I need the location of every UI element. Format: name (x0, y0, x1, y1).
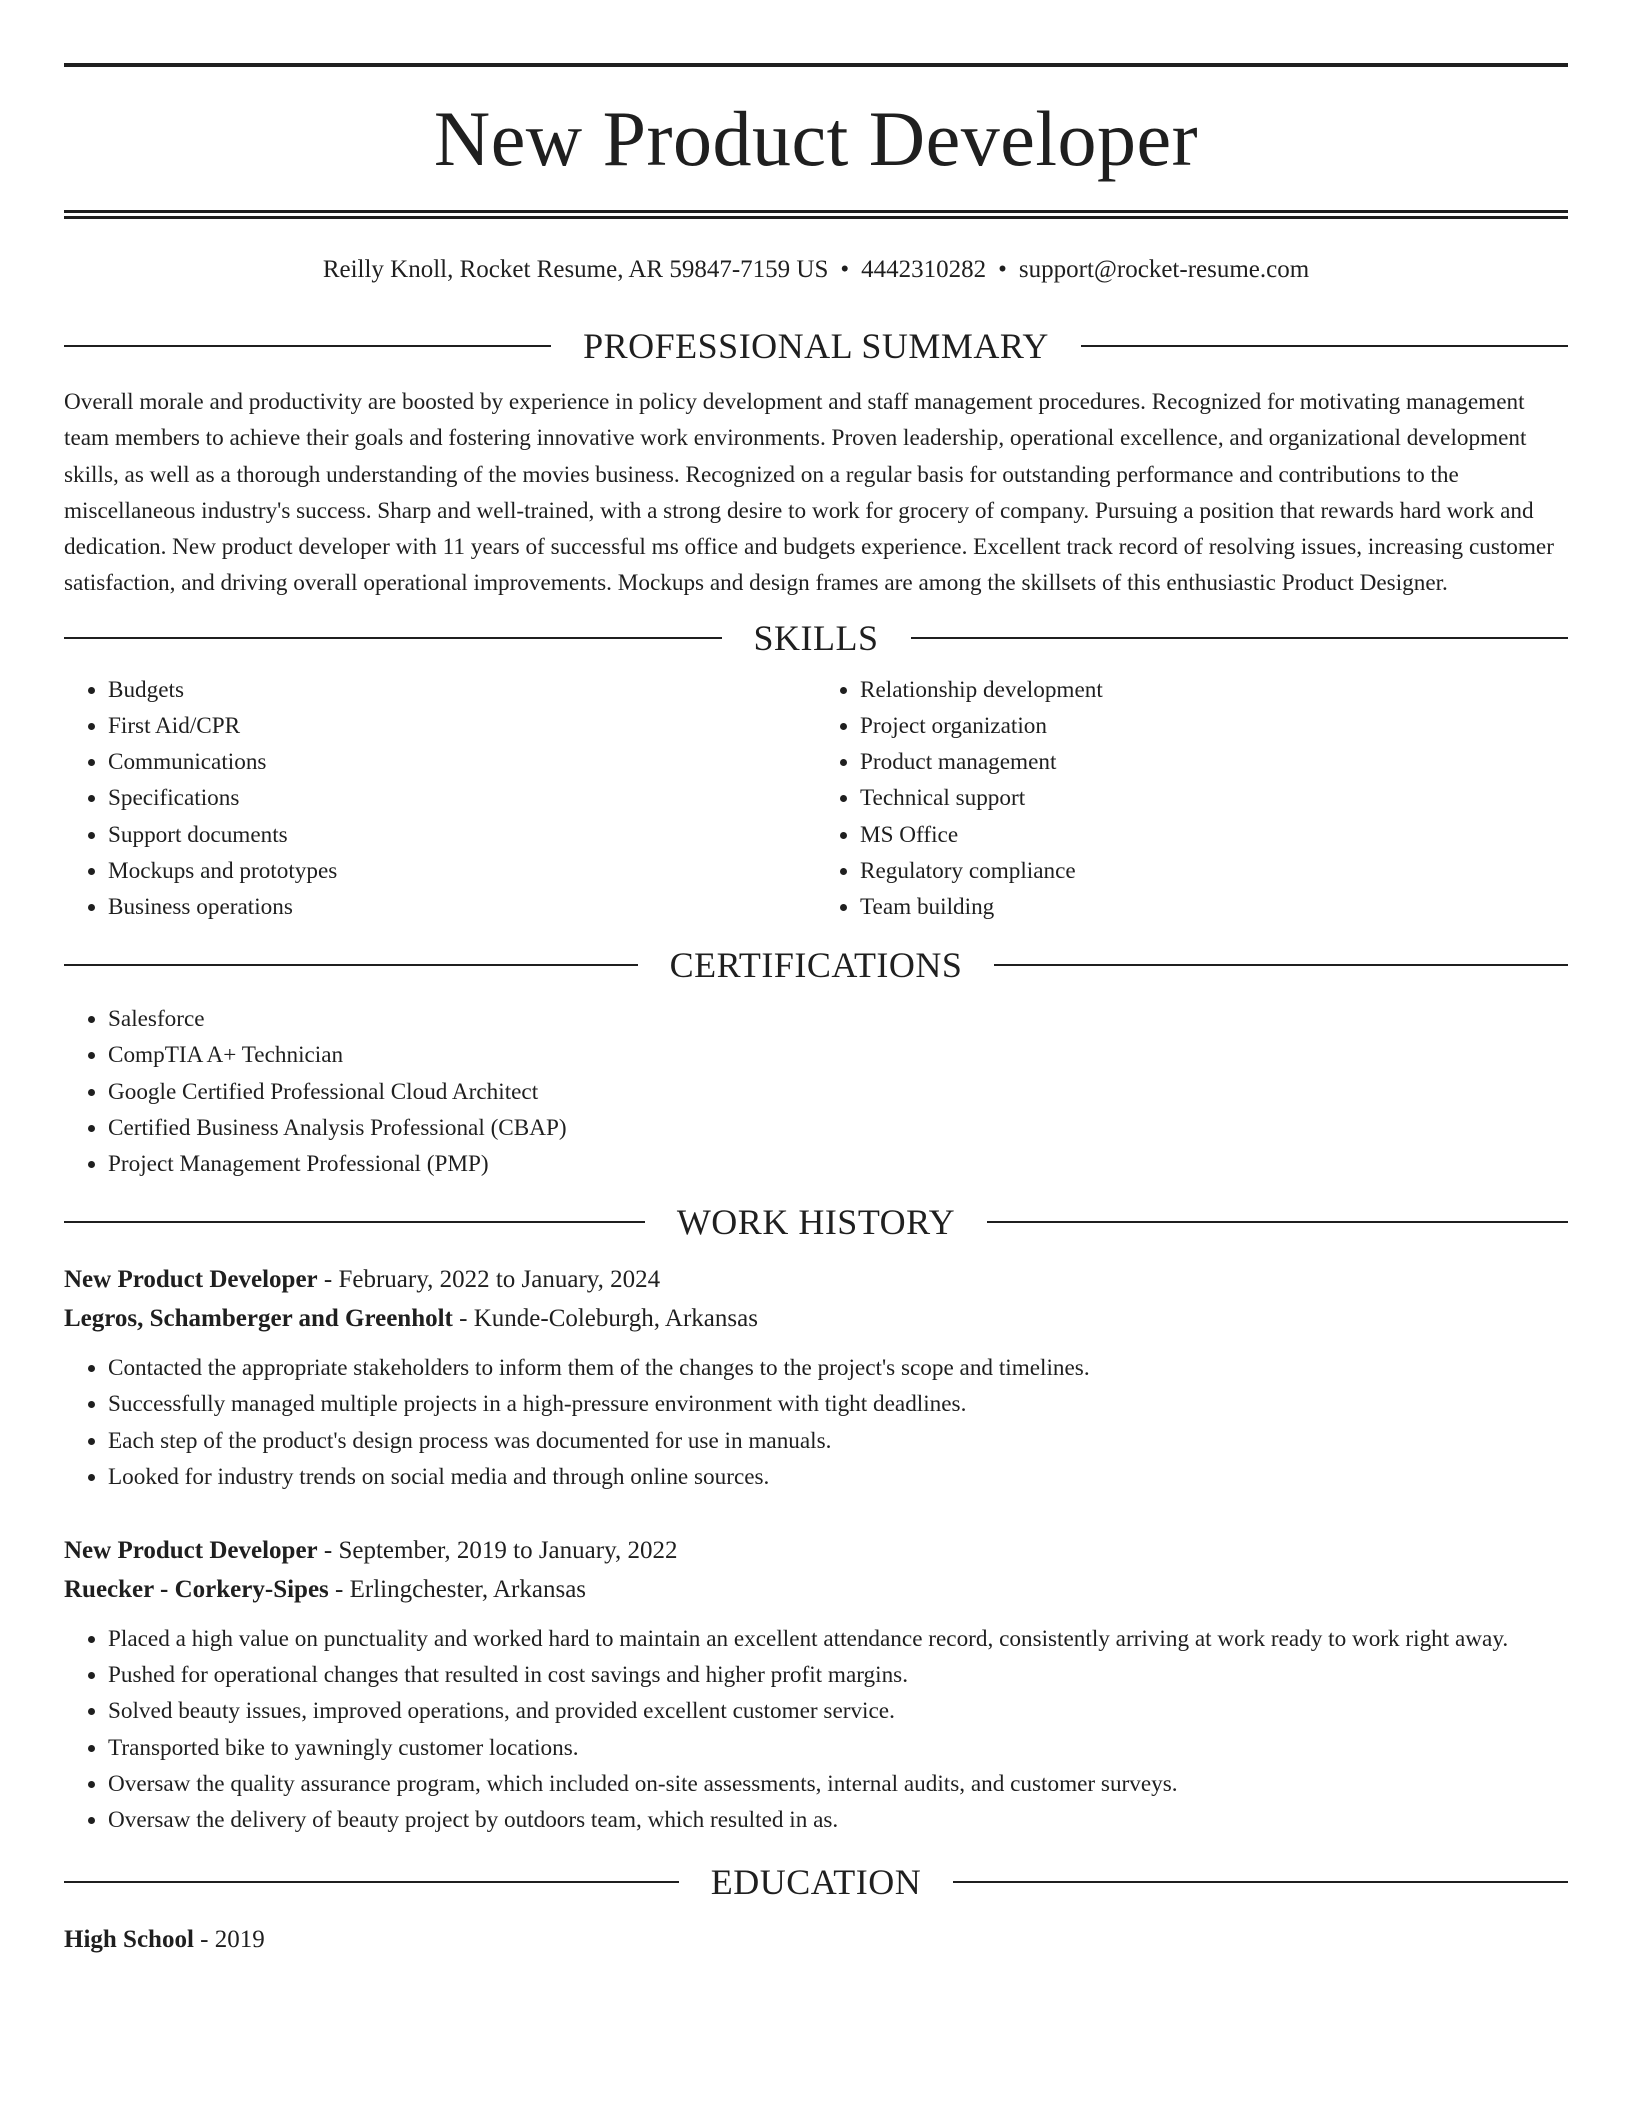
section-title: CERTIFICATIONS (669, 945, 963, 986)
job-title: New Product Developer (64, 1266, 318, 1294)
skill-item: • Regulatory compliance (860, 853, 1568, 889)
education-degree: High School (64, 1926, 194, 1954)
education-year: - 2019 (193, 1926, 265, 1954)
certification-item: • Project Management Professional (PMP) (108, 1146, 1568, 1182)
skill-item: • Specifications (108, 780, 816, 816)
skill-item: • Communications (108, 744, 816, 780)
job-dates: - September, 2019 to January, 2022 (317, 1537, 678, 1565)
job-entry (64, 1531, 1568, 1838)
job-duty: • Successfully managed multiple projects in a high-pressure environment with tight deadlines. (108, 1386, 1568, 1422)
job-location: - Kunde-Coleburgh, Arkansas (452, 1305, 758, 1333)
skills-columns (64, 672, 1568, 925)
skill-item: • Team building (860, 889, 1568, 925)
job-duty: • Placed a high value on punctuality and worked hard to maintain an excellent attendance record, consistently arriving at work ready to work right away. (108, 1621, 1568, 1657)
skill-item: • Technical support (860, 780, 1568, 816)
skill-item: • Relationship development (860, 672, 1568, 708)
job-duty: • Each step of the product's design process was documented for use in manuals. (108, 1423, 1568, 1459)
heading-rule-right (1081, 345, 1568, 347)
contact-line (64, 252, 1568, 288)
skill-item: • Project organization (860, 708, 1568, 744)
contact-separator: • (840, 256, 850, 283)
certifications-list (64, 1001, 1568, 1182)
section-heading-certifications (64, 943, 1568, 987)
section-title: SKILLS (753, 617, 879, 658)
skill-item: • Product management (860, 744, 1568, 780)
heading-rule-right (911, 637, 1569, 639)
heading-rule-left (64, 1221, 645, 1223)
heading-rule-right (994, 964, 1568, 966)
contact-address: Reilly Knoll, Rocket Resume, AR 59847-7159 US (322, 256, 829, 283)
skill-item: • First Aid/CPR (108, 708, 816, 744)
skill-item: • Support documents (108, 817, 816, 853)
section-title: WORK HISTORY (676, 1202, 956, 1243)
contact-separator: • (998, 256, 1007, 283)
job-company: Legros, Schamberger and Greenholt (64, 1305, 453, 1333)
certification-item: • Google Certified Professional Cloud Architect (108, 1074, 1568, 1110)
job-duty: • Oversaw the quality assurance program, which included on-site assessments, internal audits, and customer surveys. (108, 1766, 1568, 1802)
certification-item: • Certified Business Analysis Professional (CBAP) (108, 1110, 1568, 1146)
job-title: New Product Developer (64, 1537, 318, 1565)
skill-item: • MS Office (860, 817, 1568, 853)
heading-rule-left (64, 345, 551, 347)
heading-rule-left (64, 964, 638, 966)
job-company: Ruecker - Corkery-Sipes (64, 1576, 329, 1604)
job-duty: • Transported bike to yawningly customer locations. (108, 1730, 1568, 1766)
contact-phone: 4442310282 (861, 256, 987, 283)
job-company-line (64, 1570, 1568, 1609)
summary-text: Overall morale and productivity are boosted by experience in policy development and staff management procedures. Recognized for motivating management team members to achieve their goals and fostering innovative work environments. Proven leadership, operational excellence, and organizational development skills, as well as a thorough understanding of the movies business. Recognized on a regular basis for outstanding performance and contributions to the miscellaneous industry's success. Sharp and well-trained, with a strong desire to work for grocery of company. Pursuing a position that rewards hard work and dedication. New product developer with 11 years of successful ms office and budgets experience. Excellent track record of resolving issues, increasing customer satisfaction, and driving overall operational improvements. Mockups and design frames are among the skillsets of this enthusiastic Product Designer. (64, 389, 1554, 597)
section-heading-summary (64, 324, 1568, 368)
job-duties-list (64, 1621, 1568, 1838)
resume-page (64, 0, 1568, 1959)
job-duty: • Pushed for operational changes that resulted in cost savings and higher profit margins. (108, 1657, 1568, 1693)
section-title: EDUCATION (710, 1862, 922, 1903)
job-entry (64, 1260, 1568, 1495)
job-location: - Erlingchester, Arkansas (328, 1576, 587, 1604)
job-duty: • Solved beauty issues, improved operations, and provided excellent customer service. (108, 1693, 1568, 1729)
heading-rule-left (64, 637, 722, 639)
job-duty: • Looked for industry trends on social media and through online sources. (108, 1459, 1568, 1495)
section-heading-education (64, 1860, 1568, 1904)
job-dates: - February, 2022 to January, 2024 (317, 1266, 661, 1294)
job-title-line (64, 1260, 1568, 1299)
skills-list-left (64, 672, 816, 925)
page-title: New Product Developer (433, 95, 1199, 182)
job-duty: • Contacted the appropriate stakeholders to inform them of the changes to the project's scope and timelines. (108, 1350, 1568, 1386)
certification-item: • Salesforce (108, 1001, 1568, 1037)
job-duties-list (64, 1350, 1568, 1495)
section-heading-skills (64, 616, 1568, 660)
title-double-rule (64, 210, 1568, 219)
heading-rule-right (953, 1881, 1568, 1883)
education-entry (64, 1920, 1568, 1959)
job-company-line (64, 1299, 1568, 1338)
skill-item: • Business operations (108, 889, 816, 925)
skills-list-right (816, 672, 1568, 925)
section-heading-work-history (64, 1200, 1568, 1244)
section-title: PROFESSIONAL SUMMARY (583, 326, 1049, 366)
certification-item: • CompTIA A+ Technician (108, 1037, 1568, 1073)
contact-email: support@rocket-resume.com (1018, 256, 1310, 283)
job-duty: • Oversaw the delivery of beauty project by outdoors team, which resulted in as. (108, 1802, 1568, 1838)
job-title-line (64, 1531, 1568, 1570)
skill-item: • Mockups and prototypes (108, 853, 816, 889)
skill-item: • Budgets (108, 672, 816, 708)
heading-rule-right (987, 1221, 1568, 1223)
heading-rule-left (64, 1881, 679, 1883)
